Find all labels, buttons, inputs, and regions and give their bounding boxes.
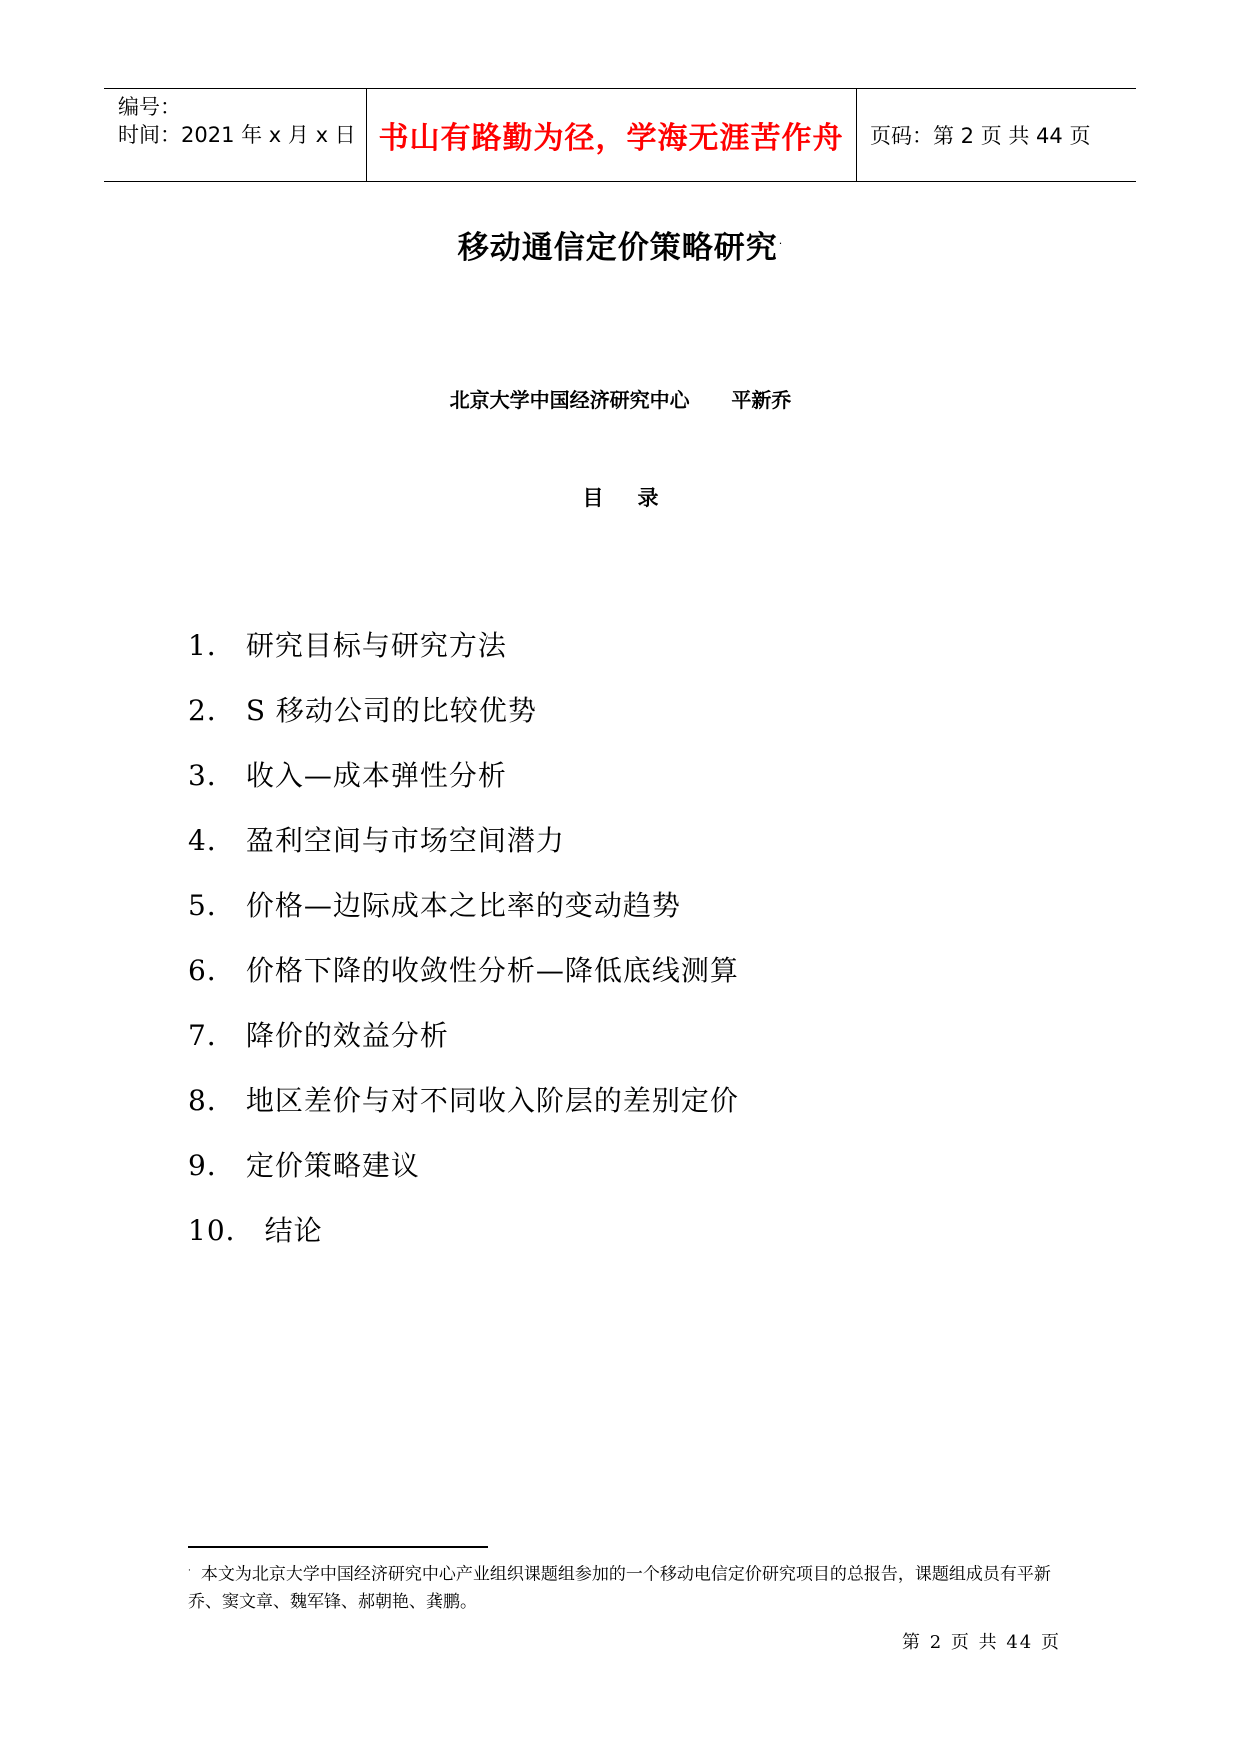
page-footer: 第 2 页 共 44 页 bbox=[902, 1632, 1061, 1653]
toc-item-text: 降价的效益分析 bbox=[245, 1019, 449, 1052]
toc-item-number: 9． bbox=[188, 1149, 236, 1182]
toc-item-text: 价格下降的收敛性分析—降低底线测算 bbox=[245, 954, 739, 987]
footnote-separator bbox=[188, 1546, 488, 1548]
document-title bbox=[0, 222, 1241, 267]
header-divider bbox=[856, 89, 857, 181]
toc-item bbox=[188, 756, 739, 821]
toc-item-text: 盈利空间与市场空间潜力 bbox=[245, 824, 565, 857]
toc-item bbox=[188, 821, 739, 886]
footnote-mark: · bbox=[188, 1566, 191, 1576]
toc-item bbox=[188, 1146, 739, 1211]
toc-item bbox=[188, 626, 739, 691]
toc-item-text: 研究目标与研究方法 bbox=[245, 629, 507, 662]
toc-heading: 目录 bbox=[582, 486, 693, 510]
author-line: 北京大学中国经济研究中心 平新乔 bbox=[449, 388, 792, 412]
toc-item bbox=[188, 1081, 739, 1146]
footnote-text: 本文为北京大学中国经济研究中心产业组织课题组参加的一个移动电信定价研究项目的总报告，课题组成员有平新乔、窦文章、魏军锋、郝朝艳、龚鹏。 bbox=[188, 1564, 1051, 1612]
header-page-code: 页码：第 2 页 共 44 页 bbox=[870, 124, 1091, 148]
toc-item bbox=[188, 1211, 739, 1276]
toc-item bbox=[188, 1016, 739, 1081]
doc-number-label: 编号： bbox=[118, 95, 181, 119]
toc-item-text: 地区差价与对不同收入阶层的差别定价 bbox=[245, 1084, 739, 1117]
header-meta bbox=[118, 93, 356, 149]
toc-item-text: 定价策略建议 bbox=[245, 1149, 420, 1182]
toc-item-number: 8． bbox=[188, 1084, 236, 1117]
toc-item-text: 结论 bbox=[264, 1214, 323, 1247]
toc-item-text: S 移动公司的比较优势 bbox=[245, 694, 537, 727]
toc-item-number: 1． bbox=[188, 629, 236, 662]
toc-item-text: 收入—成本弹性分析 bbox=[245, 759, 507, 792]
toc-item-number: 5． bbox=[188, 889, 236, 922]
title-text: 移动通信定价策略研究 bbox=[457, 230, 778, 266]
toc-item-number: 4． bbox=[188, 824, 236, 857]
toc-item-number: 3． bbox=[188, 759, 236, 792]
page-header bbox=[104, 88, 1136, 182]
toc-item bbox=[188, 886, 739, 951]
header-motto: 书山有路勤为径，学海无涯苦作舟 bbox=[378, 121, 844, 156]
toc-item-number: 2． bbox=[188, 694, 236, 727]
toc-item-text: 价格—边际成本之比率的变动趋势 bbox=[245, 889, 681, 922]
doc-time-label: 时间：2021 年 x 月 x 日 bbox=[118, 123, 356, 147]
toc-item-number: 7． bbox=[188, 1019, 236, 1052]
title-footnote-mark: · bbox=[778, 236, 784, 250]
toc-item-number: 6． bbox=[188, 954, 236, 987]
toc-item bbox=[188, 691, 739, 756]
footnote bbox=[188, 1558, 1068, 1616]
toc-item bbox=[188, 951, 739, 1016]
table-of-contents bbox=[188, 626, 739, 1276]
toc-item-number: 10． bbox=[188, 1214, 255, 1247]
